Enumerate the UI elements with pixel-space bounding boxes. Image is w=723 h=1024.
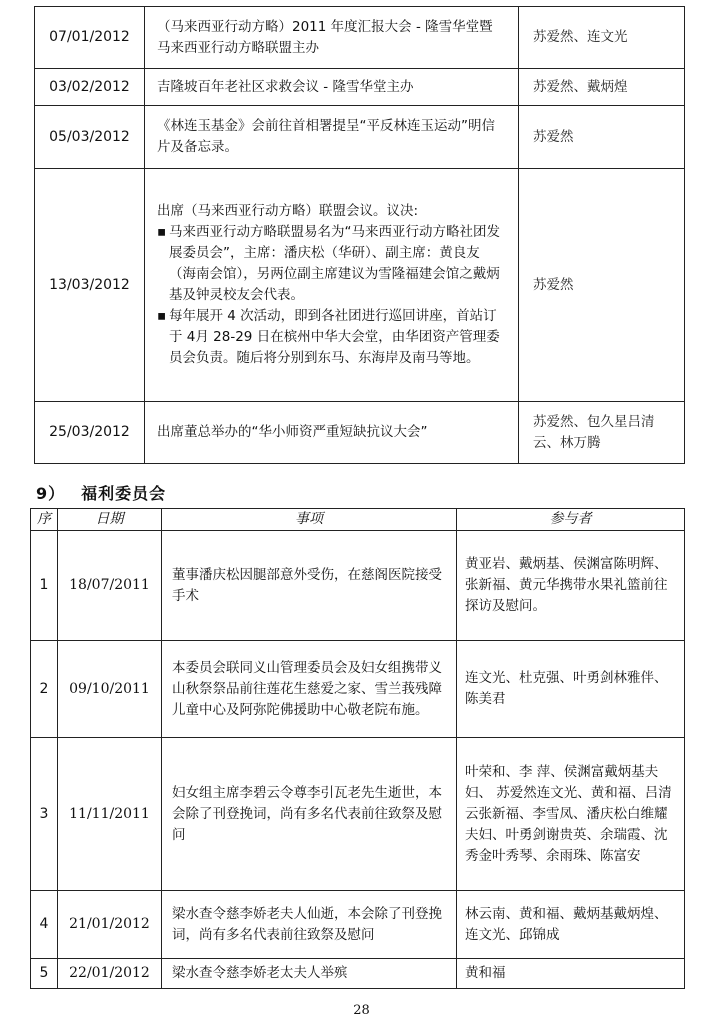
table-row: [31, 738, 685, 891]
header-participants: 参与者: [457, 509, 685, 531]
page-number: 28: [353, 1003, 370, 1018]
section-title: 福利委员会: [81, 484, 167, 503]
row-date: 13/03/2012: [35, 169, 145, 402]
resolution-item: ▪ 每年展开 4 次活动，即到各社团进行巡回讲座，首站订于 4月 28-29 日在槟州中华大会堂，由华团资产管理委员会负责。随后将分别到东马、东海岸及南马等地。: [157, 306, 504, 369]
row-participants: 黄亚岩、戴炳基、侯渊富陈明辉、张新福、黄元华携带水果礼篮前往探访及慰问。: [457, 531, 685, 641]
row-date: 18/07/2011: [58, 531, 162, 641]
row-participants: 林云南、黄和福、戴炳基戴炳煌、连文光、邱锦成: [457, 891, 685, 959]
row-event: （马来西亚行动方略）2011 年度汇报大会 - 隆雪华堂暨马来西亚行动方略联盟主办: [145, 7, 519, 69]
resolution-list: [157, 222, 504, 369]
row-event: 梁水查令慈李娇老夫人仙逝，本会除了刊登挽词，尚有多名代表前往致祭及慰问: [162, 891, 457, 959]
event-intro: 出席（马来西亚行动方略）联盟会议。议决:: [157, 203, 419, 219]
table-row: [35, 402, 685, 464]
row-date: 21/01/2012: [58, 891, 162, 959]
table-row: [35, 69, 685, 106]
row-seq: 2: [31, 641, 58, 738]
row-participants: 苏爱然: [519, 169, 685, 402]
row-event: 梁水查令慈李娇老太夫人举殡: [162, 959, 457, 989]
row-participants: 连文光、杜克强、叶勇剑林雅伴、陈美君: [457, 641, 685, 738]
header-date: 日期: [58, 509, 162, 531]
row-participants: 苏爱然、戴炳煌: [519, 69, 685, 106]
row-participants: 苏爱然、连文光: [519, 7, 685, 69]
row-date: 07/01/2012: [35, 7, 145, 69]
table-row: [31, 891, 685, 959]
resolution-item: ▪ 马来西亚行动方略联盟易名为“马来西亚行动方略社团发展委员会”，主席：潘庆松（华研）、副主席：黄良友（海南会馆），另两位副主席建议为雪隆福建会馆之戴炳基及钟灵校友会代表。: [157, 222, 504, 306]
row-date: 03/02/2012: [35, 69, 145, 106]
row-event: 出席董总举办的“华小师资严重短缺抗议大会”: [145, 402, 519, 464]
header-seq: 序: [31, 509, 58, 531]
row-seq: 3: [31, 738, 58, 891]
row-participants: 苏爱然、包久星吕清云、林万腾: [519, 402, 685, 464]
row-date: 22/01/2012: [58, 959, 162, 989]
table-header-row: [31, 509, 685, 531]
row-date: 25/03/2012: [35, 402, 145, 464]
row-participants: 苏爱然: [519, 106, 685, 169]
row-seq: 1: [31, 531, 58, 641]
row-seq: 5: [31, 959, 58, 989]
row-seq: 4: [31, 891, 58, 959]
row-event: 吉隆坡百年老社区求救会议 - 隆雪华堂主办: [145, 69, 519, 106]
row-event: 妇女组主席李碧云令尊李引瓦老先生逝世，本会除了刊登挽词，尚有多名代表前往致祭及慰问: [162, 738, 457, 891]
row-event: 董事潘庆松因腿部意外受伤，在慈阁医院接受手术: [162, 531, 457, 641]
table-row: [31, 959, 685, 989]
row-date: 09/10/2011: [58, 641, 162, 738]
row-date: 11/11/2011: [58, 738, 162, 891]
row-participants: 叶荣和、李 萍、侯渊富戴炳基夫妇、 苏爱然连文光、黄和福、吕清云张新福、李雪凤、潘庆松白维耀夫妇、叶勇剑谢贵英、余瑞霞、沈秀金叶秀琴、余雨珠、陈富安: [457, 738, 685, 891]
header-event: 事项: [162, 509, 457, 531]
row-date: 05/03/2012: [35, 106, 145, 169]
table-row: [35, 169, 685, 402]
activity-table-continued: [34, 6, 685, 464]
welfare-committee-table: [30, 508, 685, 989]
section-number: 9）: [36, 484, 66, 503]
row-event: 本委员会联同义山管理委员会及妇女组携带义山秋祭祭品前往莲花生慈爱之家、雪兰莪残障儿童中心及阿弥陀佛援助中心敬老院布施。: [162, 641, 457, 738]
row-event: [145, 169, 519, 402]
section-heading: [36, 481, 166, 504]
table-row: [31, 641, 685, 738]
table-row: [31, 531, 685, 641]
row-participants: 黄和福: [457, 959, 685, 989]
table-row: [35, 7, 685, 69]
table-row: [35, 106, 685, 169]
row-event: 《林连玉基金》会前往首相署提呈“平反林连玉运动”明信片及备忘录。: [145, 106, 519, 169]
